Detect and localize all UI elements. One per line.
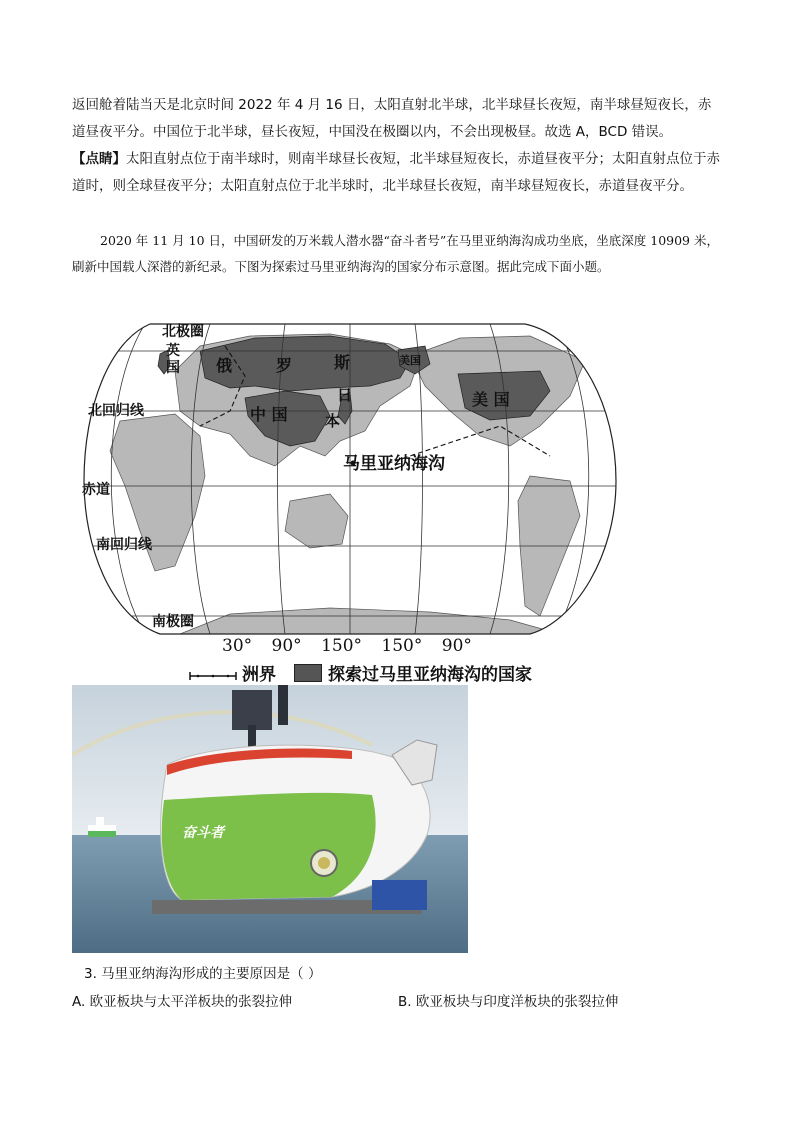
option-b[interactable]: B. 欧亚板块与印度洋板块的张裂拉伸 <box>398 994 619 1010</box>
label-uk-1: 英 <box>166 343 180 359</box>
paragraph-answer-explanation: 返回舱着陆当天是北京时间 2022 年 4 月 16 日，太阳直射北半球，北半球昼长夜短，南半球昼短夜长，赤道昼夜平分。中国位于北半球，昼长夜短，中国没在极圈以内，不会出现极昼。故选 A，BCD 错误。 <box>72 97 712 140</box>
label-usa-alaska: 美国 <box>399 354 421 367</box>
label-trench: 马里亚纳海沟 <box>343 454 445 474</box>
world-map <box>80 316 620 638</box>
paragraph-intro: 2020 年 11 月 10 日，中国研发的万米载人潜水器“奋斗者号”在马里亚纳海沟成功坐底，坐底深度 10909 米，刷新中国载人深潜的新纪录。下图为探索过马里亚纳海沟的国家分布示意图。据此完成下面小题。 <box>72 233 719 274</box>
hull-label: 奋斗者 <box>182 825 224 841</box>
label-china: 中 国 <box>250 405 288 424</box>
label-tropic-cancer: 北回归线 <box>88 403 144 419</box>
label-russia-2: 罗 <box>276 356 293 375</box>
label-equator: 赤道 <box>82 482 110 498</box>
label-tropic-capricorn: 南回归线 <box>96 537 152 553</box>
label-russia-3: 斯 <box>334 353 351 372</box>
legend-boundary-label: 洲界 <box>242 665 276 685</box>
label-uk-2: 国 <box>166 360 180 376</box>
legend-country-swatch <box>294 664 322 682</box>
label-usa: 美 国 <box>472 390 510 409</box>
comment-tag: 【点睛】 <box>72 151 126 167</box>
label-arctic-circle: 北极圈 <box>162 324 204 340</box>
label-japan-2: 本 <box>325 412 341 430</box>
submersible-photo <box>72 685 468 953</box>
option-a[interactable]: A. 欧亚板块与太平洋板块的张裂拉伸 <box>72 994 293 1010</box>
longitude-labels: 30° 90° 150° 150° 90° <box>222 636 472 656</box>
label-japan-1: 日 <box>337 386 353 404</box>
boundary-symbol-icon <box>188 667 238 679</box>
question-3: 3. 马里亚纳海沟形成的主要原因是（ ） <box>84 966 322 982</box>
label-russia-1: 俄 <box>216 356 233 375</box>
legend-countries-label: 探索过马里亚纳海沟的国家 <box>328 665 532 685</box>
comment-text: 太阳直射点位于南半球时，则南半球昼长夜短，北半球昼短夜长，赤道昼夜平分；太阳直射点位于赤道时，则全球昼夜平分；太阳直射点位于北半球时，北半球昼长夜短，南半球昼短夜长，赤道昼夜平分。 <box>72 151 720 194</box>
map-legend <box>188 660 532 685</box>
label-antarctic-circle: 南极圈 <box>152 614 194 630</box>
paragraph-comment <box>72 146 724 200</box>
